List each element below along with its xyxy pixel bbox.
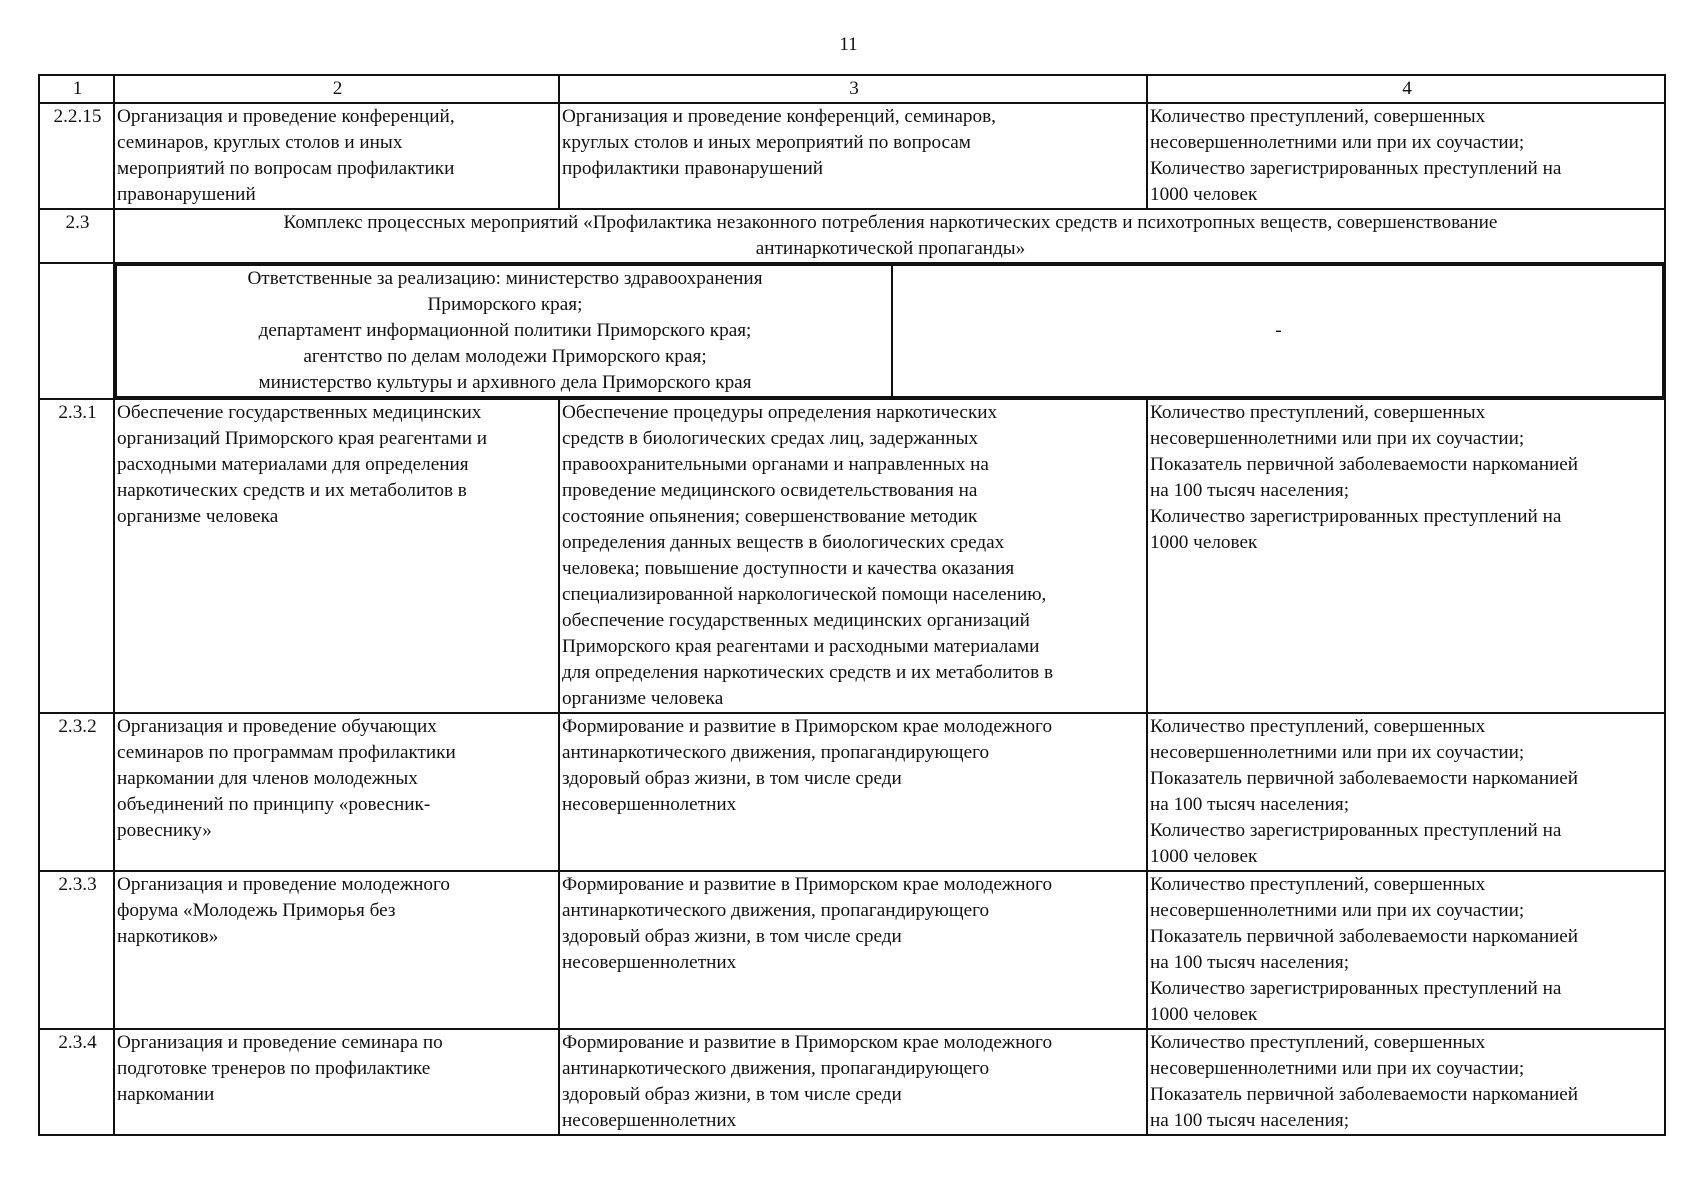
section-number: 2.3 xyxy=(39,209,114,263)
responsible-row xyxy=(39,263,1665,399)
indicator-cell: Количество преступлений, совершенных несовершеннолетними или при их соучастии; Показатель первичной заболеваемости наркоманией на 100 тысяч населения; Количество зарегистрированных преступлений на 1000 человек xyxy=(1147,399,1665,713)
responsible-empty-cell xyxy=(39,263,114,399)
description-cell: Формирование и развитие в Приморском крае молодежного антинаркотического движения, пропагандирующего здоровый образ жизни, в том числе среди несовершеннолетних xyxy=(559,871,1147,1029)
responsible-inner xyxy=(115,264,1664,398)
header-col-2: 2 xyxy=(114,75,559,103)
table-row xyxy=(39,103,1665,209)
activity-cell: Обеспечение государственных медицинских организаций Приморского края реагентами и расходными материалами для определения наркотических средств и их метаболитов в организме человека xyxy=(114,399,559,713)
table-row xyxy=(39,1029,1665,1135)
indicator-cell: Количество преступлений, совершенных несовершеннолетними или при их соучастии; Показатель первичной заболеваемости наркоманией на 100 тысяч населения; Количество зарегистрированных преступлений на 1000 человек xyxy=(1147,713,1665,871)
activity-cell: Организация и проведение конференций, семинаров, круглых столов и иных мероприятий по вопросам профилактики правонарушений xyxy=(114,103,559,209)
indicator-cell: Количество преступлений, совершенных несовершеннолетними или при их соучастии; Показатель первичной заболеваемости наркоманией на 100 тысяч населения; xyxy=(1147,1029,1665,1135)
row-number: 2.3.3 xyxy=(39,871,114,1029)
row-number: 2.3.4 xyxy=(39,1029,114,1135)
program-table xyxy=(38,74,1666,1136)
responsible-text: Ответственные за реализацию: министерство здравоохранения Приморского края; департамент информационной политики Приморского края; агентство по делам молодежи Приморского края; министерство культуры и архивного дела Приморского края xyxy=(116,265,892,397)
indicator-cell: Количество преступлений, совершенных несовершеннолетними или при их соучастии; Показатель первичной заболеваемости наркоманией на 100 тысяч населения; Количество зарегистрированных преступлений на 1000 человек xyxy=(1147,871,1665,1029)
activity-cell: Организация и проведение обучающих семинаров по программам профилактики наркомании для членов молодежных объединений по принципу «ровесник- ровеснику» xyxy=(114,713,559,871)
responsible-block xyxy=(114,263,1665,399)
indicator-cell: Количество преступлений, совершенных несовершеннолетними или при их соучастии; Количество зарегистрированных преступлений на 1000 человек xyxy=(1147,103,1665,209)
activity-cell: Организация и проведение молодежного форума «Молодежь Приморья без наркотиков» xyxy=(114,871,559,1029)
section-row xyxy=(39,209,1665,263)
row-number: 2.3.1 xyxy=(39,399,114,713)
header-row xyxy=(39,75,1665,103)
description-cell: Организация и проведение конференций, семинаров, круглых столов и иных мероприятий по вопросам профилактики правонарушений xyxy=(559,103,1147,209)
section-title: Комплекс процессных мероприятий «Профилактика незаконного потребления наркотических средств и психотропных веществ, совершенствование антинаркотической пропаганды» xyxy=(114,209,1665,263)
page-number: 11 xyxy=(839,34,858,55)
description-cell: Обеспечение процедуры определения наркотических средств в биологических средах лиц, задержанных правоохранительными органами и направленных на проведение медицинского освидетельствования на состояние опьянения; совершенствование методик определения данных веществ в биологических средах человека; повышение доступности и качества оказания специализированной наркологической помощи населению, обеспечение государственных медицинских организаций Приморского края реагентами и расходными материалами для определения наркотических средств и их метаболитов в организме человека xyxy=(559,399,1147,713)
activity-cell: Организация и проведение семинара по подготовке тренеров по профилактике наркомании xyxy=(114,1029,559,1135)
description-cell: Формирование и развитие в Приморском крае молодежного антинаркотического движения, пропагандирующего здоровый образ жизни, в том числе среди несовершеннолетних xyxy=(559,713,1147,871)
header-col-1: 1 xyxy=(39,75,114,103)
description-cell: Формирование и развитие в Приморском крае молодежного антинаркотического движения, пропагандирующего здоровый образ жизни, в том числе среди несовершеннолетних xyxy=(559,1029,1147,1135)
row-number: 2.2.15 xyxy=(39,103,114,209)
row-number: 2.3.2 xyxy=(39,713,114,871)
header-col-4: 4 xyxy=(1147,75,1665,103)
table-row xyxy=(39,713,1665,871)
table-row xyxy=(39,871,1665,1029)
responsible-dash: - xyxy=(892,265,1663,397)
table-row xyxy=(39,399,1665,713)
header-col-3: 3 xyxy=(559,75,1147,103)
